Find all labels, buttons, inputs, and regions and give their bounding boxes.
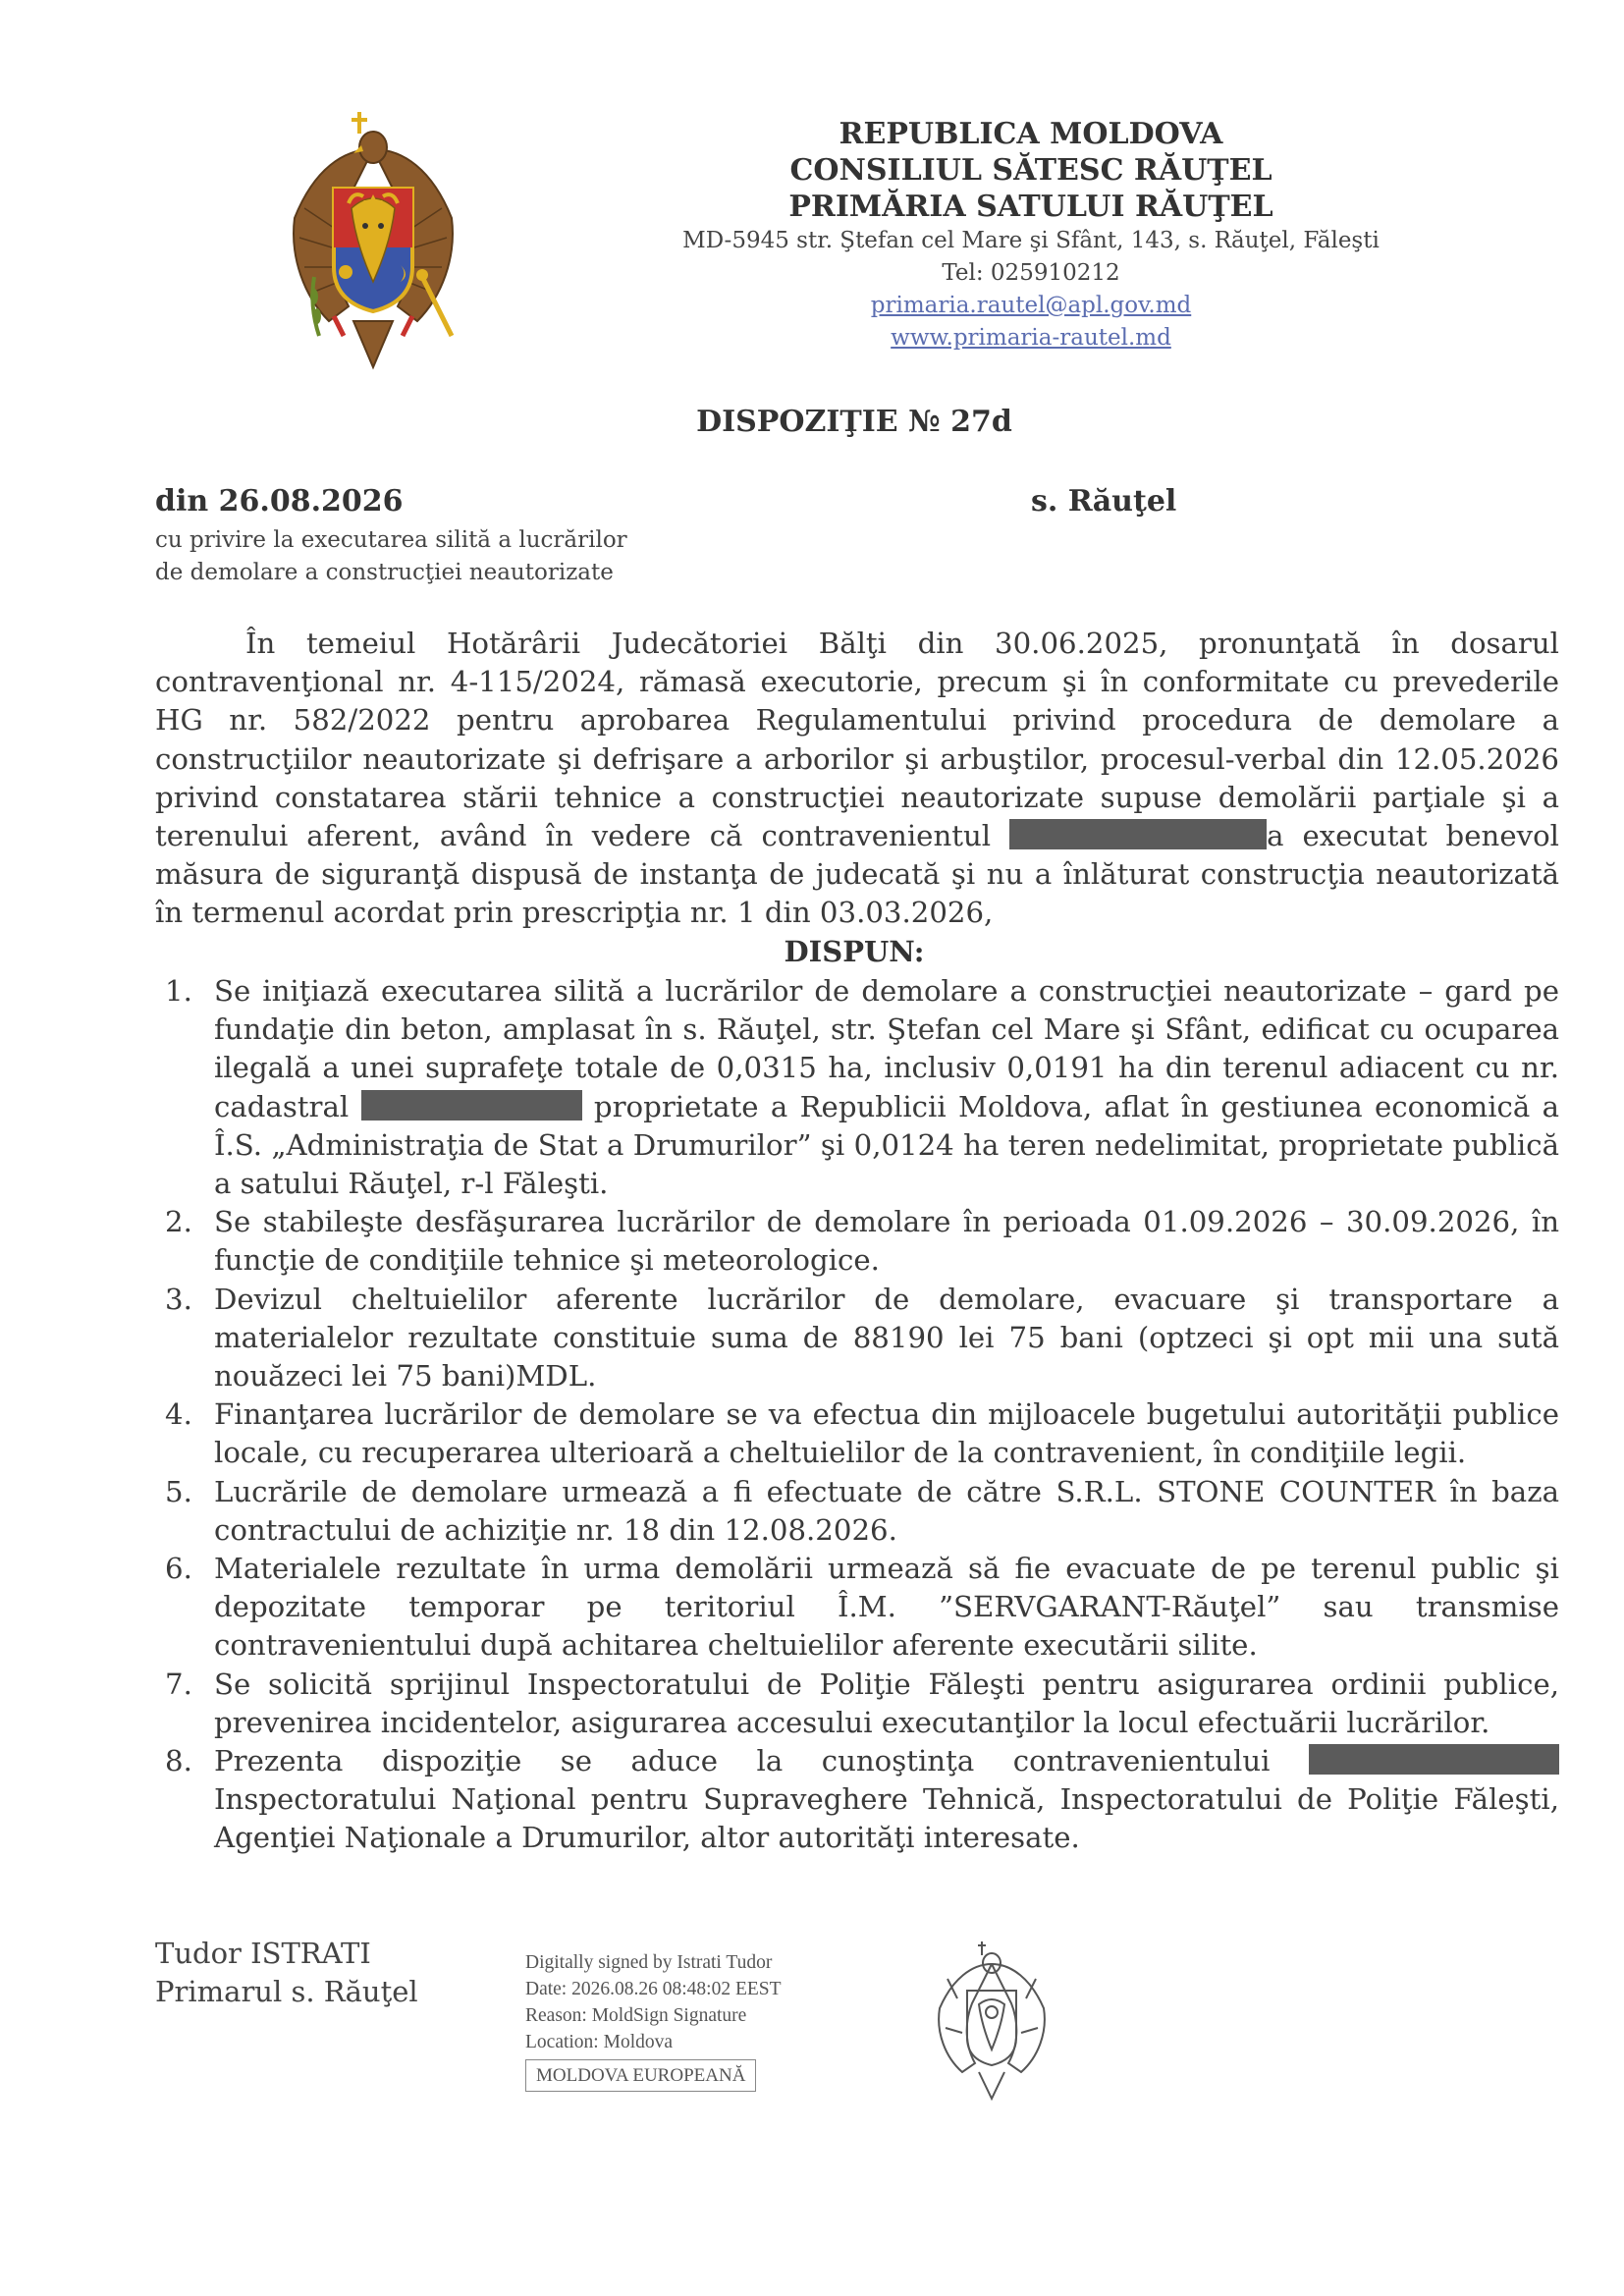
email-link[interactable]: primaria.rautel@apl.gov.md: [870, 293, 1192, 318]
item-text: Lucrările de demolare urmează a fi efectuate de către S.R.L. STONE COUNTER în baza contractului de achiziţie nr. 18 din 12.08.2026.: [214, 1474, 1559, 1547]
dispun-heading: DISPUN:: [784, 935, 925, 968]
country-name: REPUBLICA MOLDOVA: [839, 117, 1223, 151]
list-item: [155, 1666, 1559, 1742]
digital-signature-reason: Reason: MoldSign Signature: [525, 2005, 747, 2026]
list-item: [155, 1395, 1559, 1472]
list-item: [155, 1203, 1559, 1280]
mayoralty-name: PRIMĂRIA SATULUI RĂUŢEL: [788, 190, 1273, 224]
preamble-text-2: a executat benevol măsura de siguranţă dispusă de instanţa de judecată şi nu a înlăturat construcţia neautorizată în termenul acordat prin prescripţia nr. 1 din 03.03.2026,: [155, 819, 1559, 930]
document-subject: [155, 524, 705, 589]
item-number: 2.: [165, 1205, 192, 1239]
item-number: 6.: [165, 1552, 192, 1586]
document-place: s. Răuţel: [1031, 484, 1177, 519]
document-date: din 26.08.2026: [155, 484, 404, 519]
council-name: CONSILIUL SĂTESC RĂUŢEL: [789, 153, 1272, 188]
redaction-box: [361, 1090, 582, 1121]
signatory: [155, 1935, 418, 2011]
signatory-role: Primarul s. Răuţel: [155, 1975, 418, 2008]
item-number: 3.: [165, 1282, 192, 1316]
item-text: Materialele rezultate în urma demolării urmează să fie evacuate de pe terenul public şi depozitate temporar pe teritoriul Î.M. ”SERVGARANT-Răuţel” sau transmise contravenientului după achitarea cheltuielilor aferente executării silite.: [214, 1552, 1559, 1663]
item-text: Se solicită sprijinul Inspectoratului de Poliţie Făleşti pentru asigurarea ordinii publice, prevenirea incidentelor, asigurarea accesului executanţilor la locul efectuării lucrărilor.: [214, 1667, 1559, 1739]
document-title: DISPOZIŢIE № 27d: [696, 405, 1012, 439]
item-text-1: Se iniţiază executarea silită a lucrărilor de demolare a construcţiei neautorizate – gard pe fundaţie din beton, amplasat în s. Răuţel, str. Ştefan cel Mare şi Sfânt, edificat cu ocuparea ilegală a unei suprafeţe totale de 0,0315 ha, inclusiv 0,0191 ha din terenul adiacent cu nr. cadastral: [214, 974, 1559, 1123]
redaction-box: [1009, 819, 1267, 849]
preamble-paragraph: [155, 625, 1559, 933]
list-item: [155, 1281, 1559, 1396]
item-text-2: proprietate a Republicii Moldova, aflat în gestiunea economică a Î.S. „Administraţia de Stat a Drumurilor” şi 0,0124 ha teren nedelimitat, proprietate publică a satului Răuţel, r-l Făleşti.: [214, 1089, 1560, 1201]
subject-line-2: de demolare a construcţiei neautorizate: [155, 560, 614, 585]
preamble-text-1: În temeiul Hotărârii Judecătoriei Bălţi din 30.06.2025, pronunţată în dosarul contravenţional nr. 4-115/2024, rămasă executorie, precum şi în conformitate cu prevederile HG nr. 582/2022 pentru aprobarea Regulamentului privind procedura de demolare a construcţiilor neautorizate şi defrişare a arborilor şi arbuştilor, procesul-verbal din 12.05.2026 privind constatarea stării tehnice a construcţiei neautorizate supuse demolării parţiale şi a terenului aferent, având în vedere că contravenientul: [155, 627, 1559, 853]
subject-line-1: cu privire la executarea silită a lucrărilor: [155, 527, 627, 553]
telephone: Tel: 025910212: [942, 260, 1120, 286]
item-number: 7.: [165, 1667, 192, 1701]
website-link[interactable]: www.primaria-rautel.md: [891, 325, 1171, 351]
signatory-name: Tudor ISTRATI: [155, 1937, 371, 1970]
item-number: 1.: [165, 974, 192, 1008]
dispositions-list: [155, 972, 1559, 1858]
moldova-coat-of-arms-icon: [275, 110, 471, 375]
item-text: Finanţarea lucrărilor de demolare se va efectua din mijloacele bugetului autorităţii publice locale, cu recuperarea ulterioară a cheltuielilor de la contravenient, în condiţiile legii.: [214, 1397, 1559, 1470]
item-text: Se stabileşte desfăşurarea lucrărilor de demolare în perioada 01.09.2026 – 30.09.2026, în funcţie de condiţiile tehnice şi meteorologice.: [214, 1205, 1559, 1278]
digital-signature-location: Location: Moldova: [525, 2032, 674, 2052]
digital-signature-block: [525, 1949, 782, 2092]
redaction-box: [1309, 1744, 1559, 1775]
list-item: [155, 1473, 1559, 1550]
header-block: [550, 116, 1512, 355]
list-item: [155, 1550, 1559, 1666]
item-text-1: Prezenta dispoziţie se aduce la cunoştinţa contravenientului: [214, 1744, 1271, 1778]
item-text-2: Inspectoratului Naţional pentru Supraveghere Tehnică, Inspectoratului de Poliţie Făleşti, Agenţiei Naţionale a Drumurilor, altor autorităţi interesate.: [214, 1782, 1559, 1855]
digital-signature-badge: MOLDOVA EUROPEANĂ: [525, 2059, 756, 2092]
item-number: 5.: [165, 1474, 192, 1508]
list-item: [155, 972, 1559, 1203]
item-number: 8.: [165, 1744, 192, 1778]
signature-coat-of-arms-icon: [928, 1940, 1056, 2102]
digital-signature-date: Date: 2026.08.26 08:48:02 EEST: [525, 1979, 782, 1999]
address: MD-5945 str. Ştefan cel Mare şi Sfânt, 143, s. Răuţel, Făleşti: [682, 228, 1380, 253]
item-number: 4.: [165, 1397, 192, 1432]
item-text: Devizul cheltuielilor aferente lucrărilor de demolare, evacuare şi transportare a materialelor rezultate constituie suma de 88190 lei 75 bani (optzeci şi opt mii una sută nouăzeci lei 75 bani)MDL.: [214, 1282, 1559, 1394]
list-item: [155, 1742, 1559, 1858]
digital-signature-line: Digitally signed by Istrati Tudor: [525, 1952, 773, 1973]
